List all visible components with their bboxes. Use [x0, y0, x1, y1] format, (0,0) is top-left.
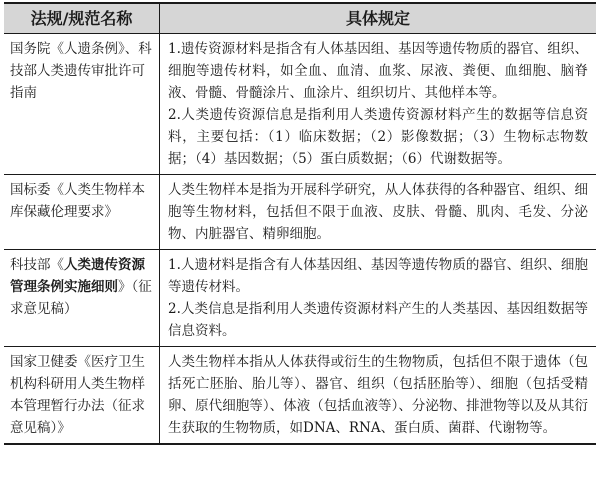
regulations-table	[4, 2, 596, 445]
regulation-name-bold: 人类遗传资源管理条例实施细则	[10, 257, 145, 295]
provision-paragraph: 人类生物样本是指为开展科学研究，从人体获得的各种器官、组织、细胞等生物材料，包括但不限于血液、皮肤、骨髓、肌肉、毛发、分泌物、内脏器官、精卵细胞。	[168, 182, 588, 242]
header-specific-provisions: 具体规定	[345, 9, 410, 28]
table-row	[4, 175, 596, 250]
regulation-provisions	[160, 34, 596, 174]
regulation-name-prefix: 科技部《	[10, 257, 64, 273]
provision-paragraph: 1.人遗材料是指含有人体基因组、基因等遗传物质的器官、组织、细胞等遗传材料。	[168, 257, 588, 295]
header-regulation-name: 法规/规范名称	[4, 4, 160, 33]
provision-paragraph: 2.人类遗传资源信息是指利用人类遗传资源材料产生的数据等信息资料，主要包括：（1）临床数据；（2）影像数据；（3）生物标志物数据；（4）基因数据；（5）蛋白质数据；（6）代谢数据等。	[168, 107, 588, 167]
table-row	[4, 34, 596, 175]
regulation-provisions	[160, 347, 596, 443]
provision-paragraph: 2.人类信息是指利用人类遗传资源材料产生的人类基因、基因组数据等信息资料。	[168, 301, 588, 339]
table-header-row	[4, 4, 596, 34]
table-row	[4, 250, 596, 347]
regulation-name	[4, 250, 160, 346]
regulation-name: 国标委《人类生物样本库保藏伦理要求》	[4, 175, 160, 249]
regulation-provisions	[160, 175, 596, 249]
provision-paragraph: 人类生物样本指从人体获得或衍生的生物物质，包括但不限于遗体（包括死亡胚胎、胎儿等）、器官、组织（包括胚胎等）、细胞（包括受精卵、原代细胞等）、体液（包括血液等）、分泌物、排泄物等以及从其衍生获取的生物物质，如DNA、RNA、蛋白质、菌群、代谢物等。	[168, 354, 588, 436]
regulation-name-suffix: 》（征求意见稿）	[10, 279, 152, 317]
table-row	[4, 347, 596, 443]
regulation-name: 国家卫健委《医疗卫生机构科研用人类生物样本管理暂行办法（征求意见稿）》	[4, 347, 160, 443]
regulation-provisions	[160, 250, 596, 346]
regulation-name: 国务院《人遗条例》、科技部人类遗传审批许可指南	[4, 34, 160, 174]
provision-paragraph: 1.遗传资源材料是指含有人体基因组、基因等遗传物质的器官、组织、细胞等遗传材料，如全血、血清、血浆、尿液、粪便、血细胞、脑脊液、骨髓、骨髓涂片、血涂片、组织切片、其他样本等。	[168, 41, 588, 101]
